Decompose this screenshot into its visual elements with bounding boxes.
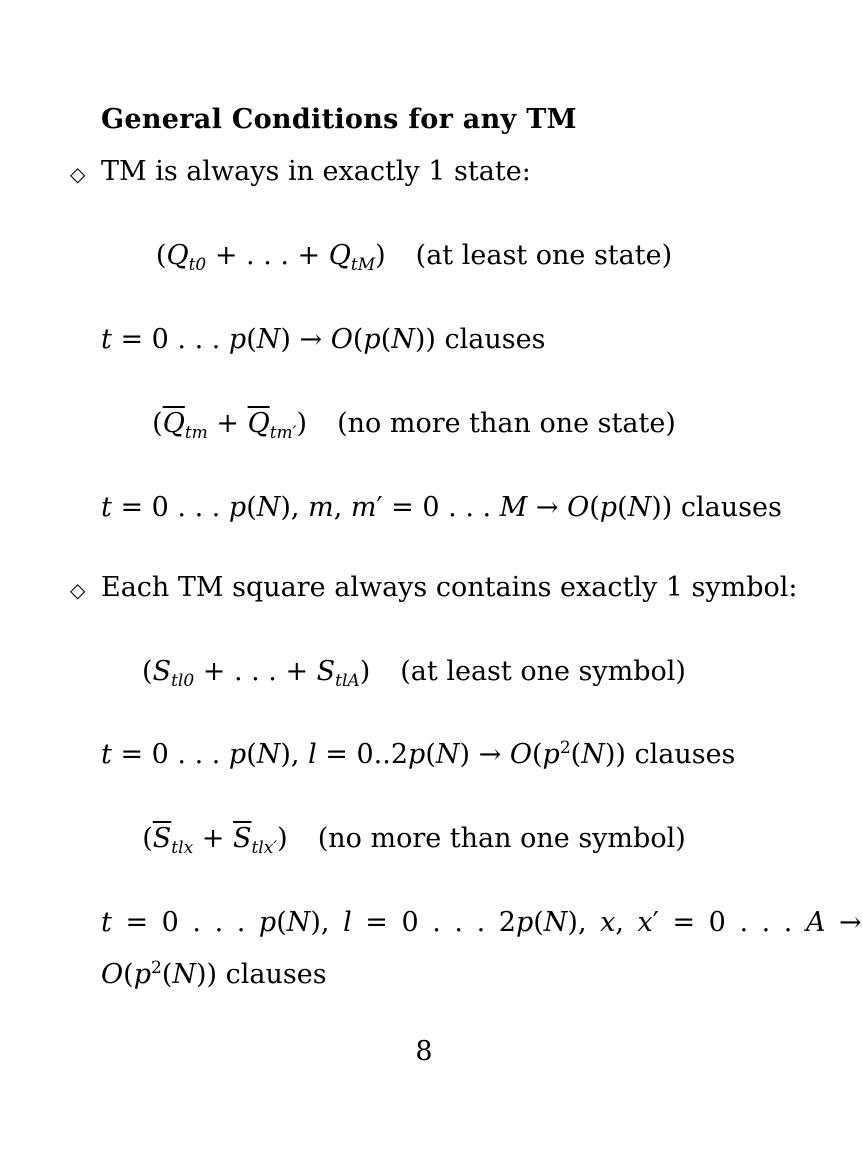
clauses-label: clauses [225,959,327,990]
clause-count-line: t = 0 . . . p(N), l = 0 . . . 2p(N), x, x′ = 0 . . . A → [101,907,862,938]
diamond-bullet-icon: ◇ [70,162,86,186]
clauses-label: clauses [444,324,546,355]
equation-note: (at least one symbol) [400,656,686,687]
bullet-text-symbol: Each TM square always contains exactly 1 symbol: [101,572,798,603]
equation-at-least-one-state: ($Q_{t0}$ + . . . + $Q_{tM}$) (at least one state) [155,240,673,275]
clause-count-line: t = 0 . . . p(N), m, m′ = 0 . . . M → O(p(N)) clauses [101,492,782,523]
diamond-bullet-icon: ◇ [70,578,86,602]
equation-at-least-one-symbol: ($S_{tl0}$ + . . . + $S_{tlA}$) (at least one symbol) [142,656,686,691]
equation-no-more-than-one-symbol: $(\overline{S}_{tlx} + \overline{S}_{tlx'})$ (no more than one symbol) [142,823,686,858]
equation-no-more-than-one-state: $(\overline{Q}_{tm} + \overline{Q}_{tm'})$ (no more than one state) [152,408,676,443]
page-number: 8 [415,1036,433,1067]
clause-count-line: t = 0 . . . p(N) → O(p(N)) clauses [101,324,546,355]
clauses-label: clauses [634,739,736,770]
equation-note: (no more than one state) [337,408,676,439]
equation-note: (no more than one symbol) [317,823,686,854]
bullet-text-state: TM is always in exactly 1 state: [101,156,531,187]
equation-note: (at least one state) [415,240,673,271]
clause-count-line: t = 0 . . . p(N), $l = 0..2p(N) \to O(p^2(N))$ clauses [101,738,736,770]
clause-count-line-continued: $O(p^2(N))$ clauses [101,958,327,990]
clauses-label: clauses [680,492,782,523]
section-title: General Conditions for any TM [101,104,577,135]
